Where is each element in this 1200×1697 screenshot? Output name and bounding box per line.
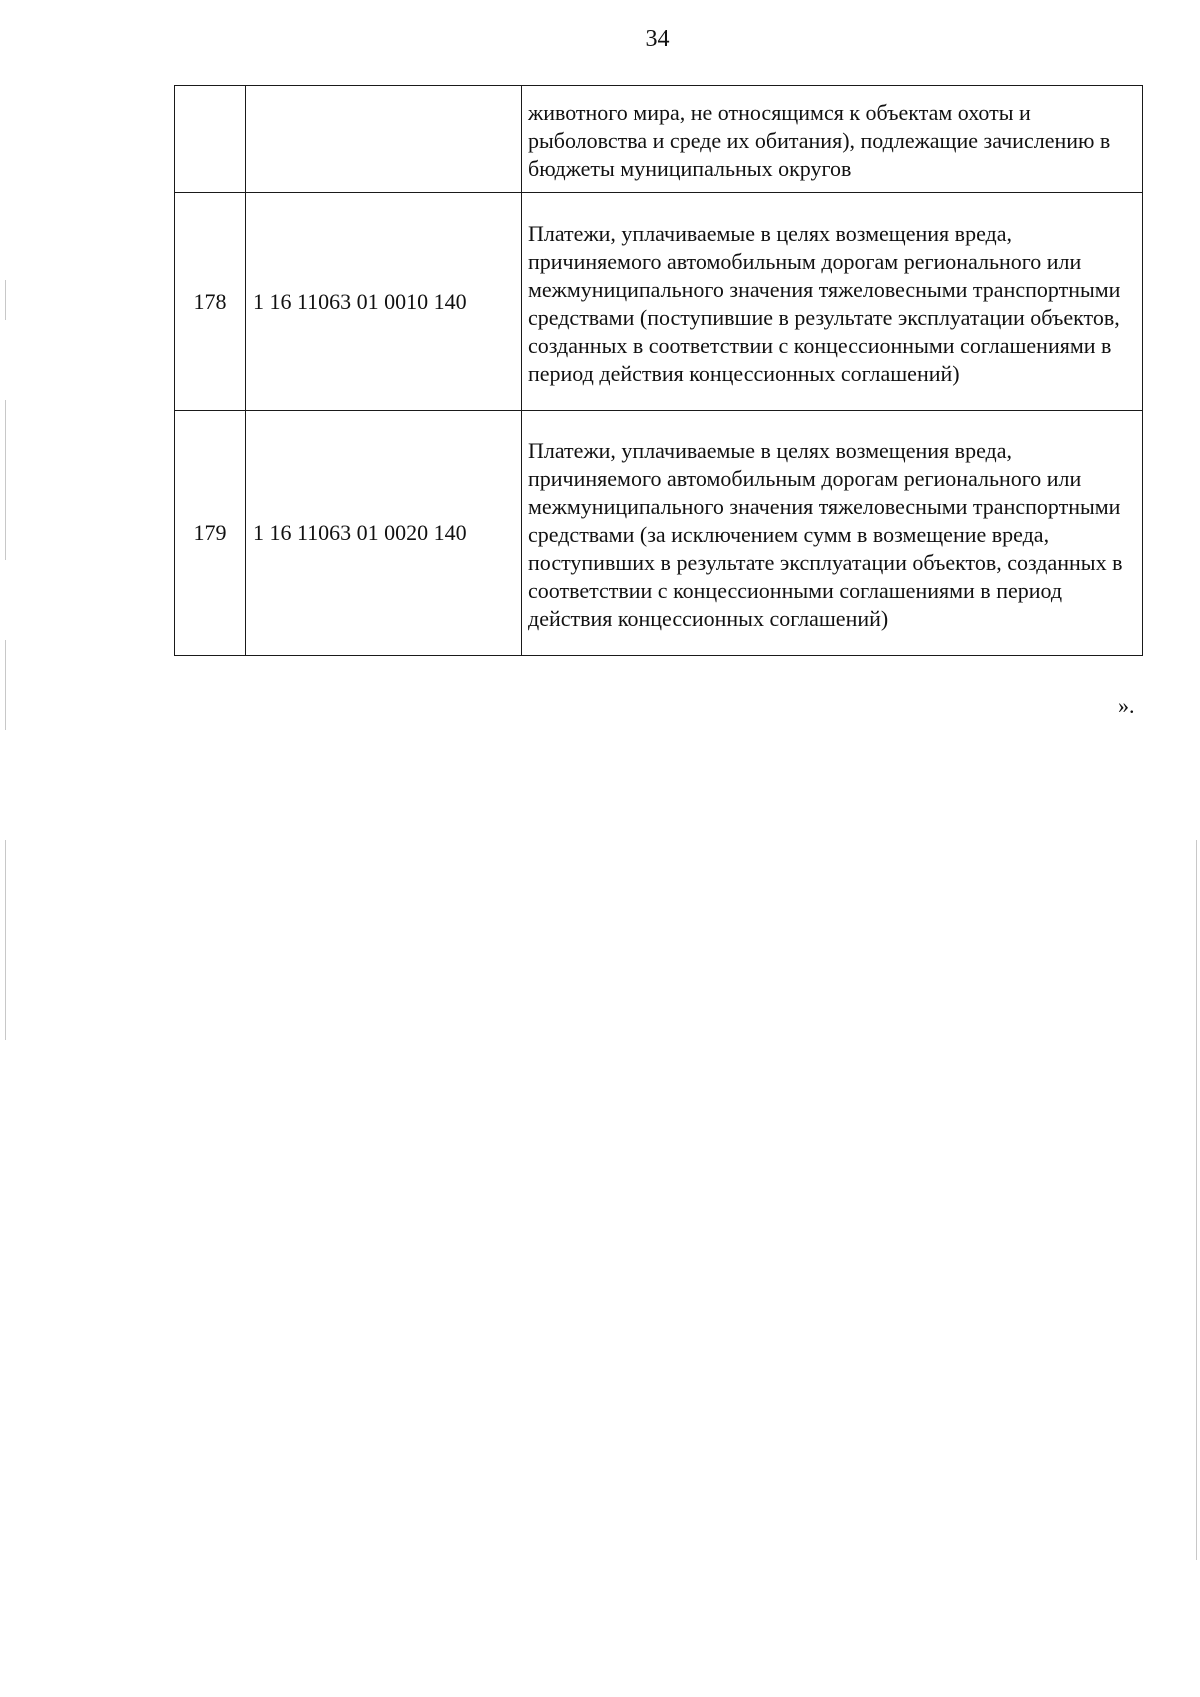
scan-artifact [5, 640, 6, 730]
budget-code-cell: 1 16 11063 01 0010 140 [246, 193, 522, 411]
budget-code-cell [246, 86, 522, 193]
description-cell: Платежи, уплачиваемые в целях возмещения вреда, причиняемого автомобильным дорогам регионального или межмуниципального значения тяжеловесными транспортными средствами (за исключением сумм в возмещение вреда, поступивших в результате эксплуатации объектов, созданных в соответствии с концессионными соглашениями в период действия концессионных соглашений) [522, 411, 1143, 656]
table-row [175, 86, 1143, 193]
row-number-cell: 178 [175, 193, 246, 411]
scan-artifact [5, 280, 6, 320]
table-row [175, 193, 1143, 411]
row-number-cell: 179 [175, 411, 246, 656]
closing-quote-mark: ». [1118, 693, 1135, 718]
scan-artifact [5, 840, 6, 1040]
description-cell: животного мира, не относящимся к объектам охоты и рыболовства и среде их обитания), подлежащие зачислению в бюджеты муниципальных округов [522, 86, 1143, 193]
scan-artifact [5, 400, 6, 560]
page-number: 34 [645, 26, 670, 52]
budget-code-table [174, 85, 1143, 656]
budget-code-cell: 1 16 11063 01 0020 140 [246, 411, 522, 656]
table-row [175, 411, 1143, 656]
description-cell: Платежи, уплачиваемые в целях возмещения вреда, причиняемого автомобильным дорогам регионального или межмуниципального значения тяжеловесными транспортными средствами (поступившие в результате эксплуатации объектов, созданных в соответствии с концессионными соглашениями в период действия концессионных соглашений) [522, 193, 1143, 411]
row-number-cell [175, 86, 246, 193]
scan-artifact [1196, 840, 1197, 1560]
